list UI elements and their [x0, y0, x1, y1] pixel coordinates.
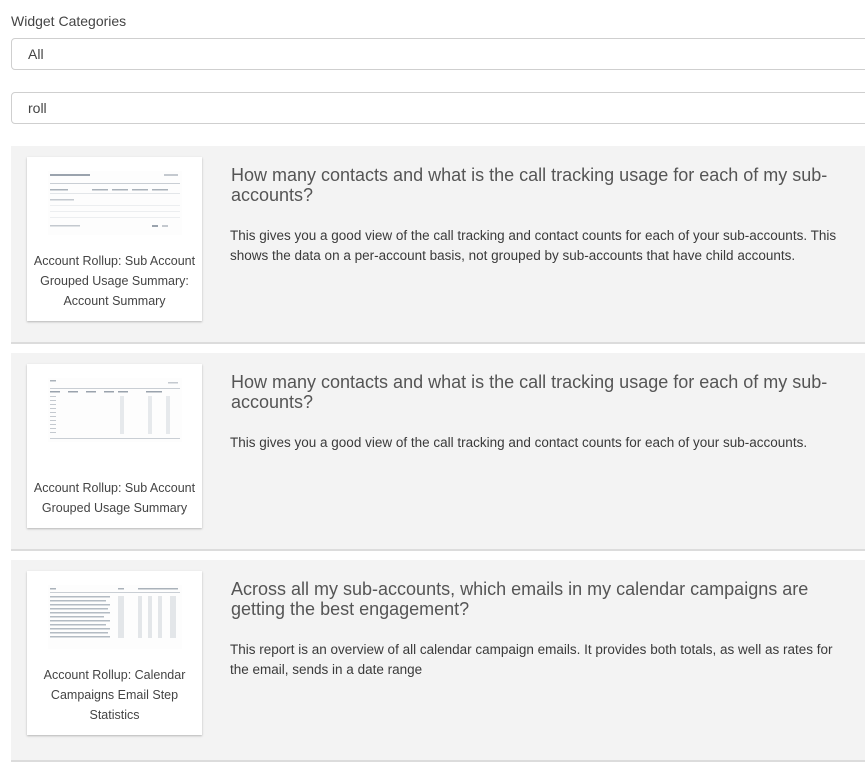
category-select[interactable]: All [11, 38, 865, 70]
widget-thumbnail[interactable] [27, 157, 202, 321]
widget-name: Account Rollup: Sub Account Grouped Usage Summary: Account Summary [33, 254, 196, 308]
widget-thumbnail[interactable] [27, 364, 202, 528]
widget-question[interactable]: How many contacts and what is the call tracking usage for each of my sub-accounts? [231, 372, 828, 412]
widget-card[interactable] [11, 560, 865, 762]
report-preview-image [48, 171, 182, 235]
widget-thumbnail[interactable] [27, 571, 202, 735]
widget-name: Account Rollup: Sub Account Grouped Usage Summary [33, 481, 196, 515]
widget-description: This report is an overview of all calendar campaign emails. It provides both totals, as well as rates for the email, sends in a date range [230, 642, 833, 677]
widget-name: Account Rollup: Calendar Campaigns Email Step Statistics [43, 668, 186, 722]
report-preview-image [48, 585, 182, 649]
report-preview-image [48, 378, 182, 442]
widget-description: This gives you a good view of the call tracking and contact counts for each of your sub-accounts. [230, 435, 808, 450]
widget-question[interactable]: Across all my sub-accounts, which emails in my calendar campaigns are getting the best engagement? [231, 579, 809, 619]
widget-card[interactable] [11, 353, 865, 551]
widget-question[interactable]: How many contacts and what is the call tracking usage for each of my sub-accounts? [231, 165, 828, 205]
widget-categories-label: Widget Categories [11, 13, 127, 29]
widget-description: This gives you a good view of the call tracking and contact counts for each of your sub-accounts. This shows the data on a per-account basis, not grouped by sub-accounts that have child accounts. [230, 228, 837, 263]
widget-card[interactable] [11, 146, 865, 344]
search-input[interactable] [11, 92, 865, 124]
